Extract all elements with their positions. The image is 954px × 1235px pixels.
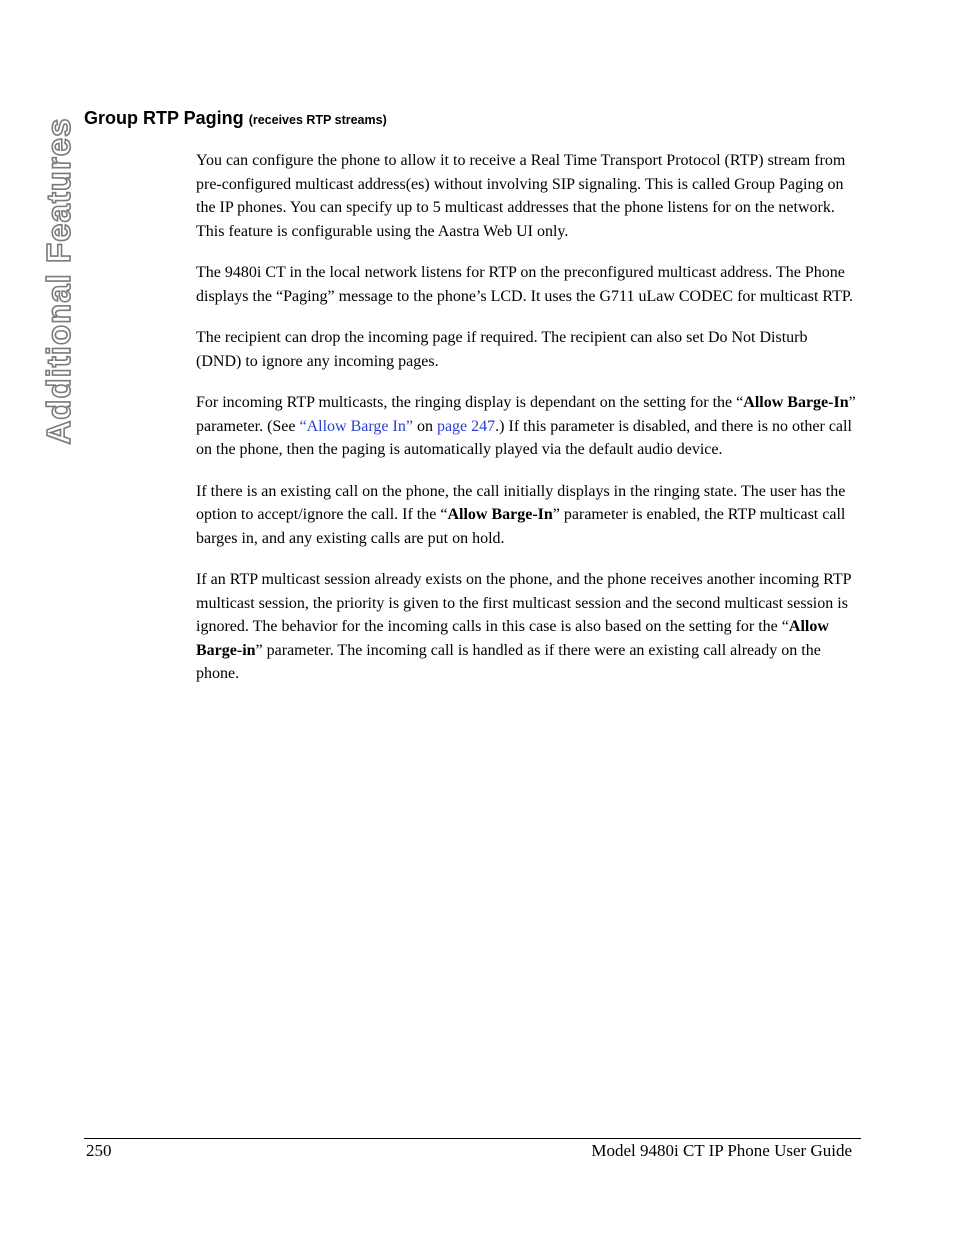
- paragraph-6: [196, 568, 856, 686]
- paragraph-4-text-2: ” parameter. (See: [196, 394, 856, 435]
- paragraph-3: The recipient can drop the incoming page if required. The recipient can also set Do Not Disturb (DND) to ignore any incoming pages.: [196, 329, 808, 370]
- side-tab-label: Additional Features: [40, 116, 77, 445]
- section-subtitle: (receives RTP streams): [248, 113, 387, 127]
- page-number: 250: [86, 1141, 112, 1160]
- paragraph-5: [196, 480, 856, 551]
- paragraph-6-text-2: ” parameter. The incoming call is handled as if there were an existing call already on the phone.: [196, 641, 821, 682]
- paragraph-5-text-2: ” parameter is enabled, the RTP multicast call barges in, and any existing calls are put on hold.: [196, 506, 846, 547]
- body-text: [196, 149, 856, 704]
- footer-divider: [84, 1138, 861, 1139]
- section-heading: [84, 106, 387, 132]
- allow-barge-in-term: Allow Barge-In: [447, 506, 553, 523]
- allow-barge-in-term: Allow Barge-In: [743, 394, 849, 411]
- paragraph-4: [196, 391, 856, 462]
- paragraph-4-text-3: on: [412, 417, 437, 435]
- paragraph-4-text-1: For incoming RTP multicasts, the ringing display is dependant on the setting for the “: [196, 394, 744, 411]
- paragraph-1: You can configure the phone to allow it to receive a Real Time Transport Protocol (RTP) stream from pre-configured multicast address(es) without involving SIP signaling. This is called Group Paging on the IP phones. You can specify up to 5 multicast addresses that the phone listens for on the network. This feature is configurable using the Aastra Web UI only.: [196, 152, 846, 240]
- guide-title: Model 9480i CT IP Phone User Guide: [591, 1141, 852, 1160]
- allow-barge-in-term: Allow Barge-in: [196, 618, 829, 659]
- side-tab: [36, 108, 82, 453]
- paragraph-5-text-1: If there is an existing call on the phone, the call initially displays in the ringing state. The user has the option to accept/ignore the call. If the “: [196, 482, 846, 523]
- section-title: Group RTP Paging: [84, 108, 244, 128]
- paragraph-6-text-1: If an RTP multicast session already exists on the phone, and the phone receives another incoming RTP multicast session, the priority is given to the first multicast session and the second multicast session is ignored. The behavior for the incoming calls in this case is also based on the setting for the “: [196, 571, 851, 635]
- allow-barge-in-link[interactable]: “Allow Barge In”: [299, 417, 413, 435]
- paragraph-2: The 9480i CT in the local network listens for RTP on the preconfigured multicast address. The Phone displays the “Paging” message to the phone’s LCD. It uses the G711 uLaw CODEC for multicast RTP.: [196, 264, 854, 305]
- page-247-link[interactable]: page 247: [436, 417, 496, 435]
- paragraph-4-text-4: .) If this parameter is disabled, and there is no other call on the phone, then the paging is automatically played via the default audio device.: [196, 417, 852, 458]
